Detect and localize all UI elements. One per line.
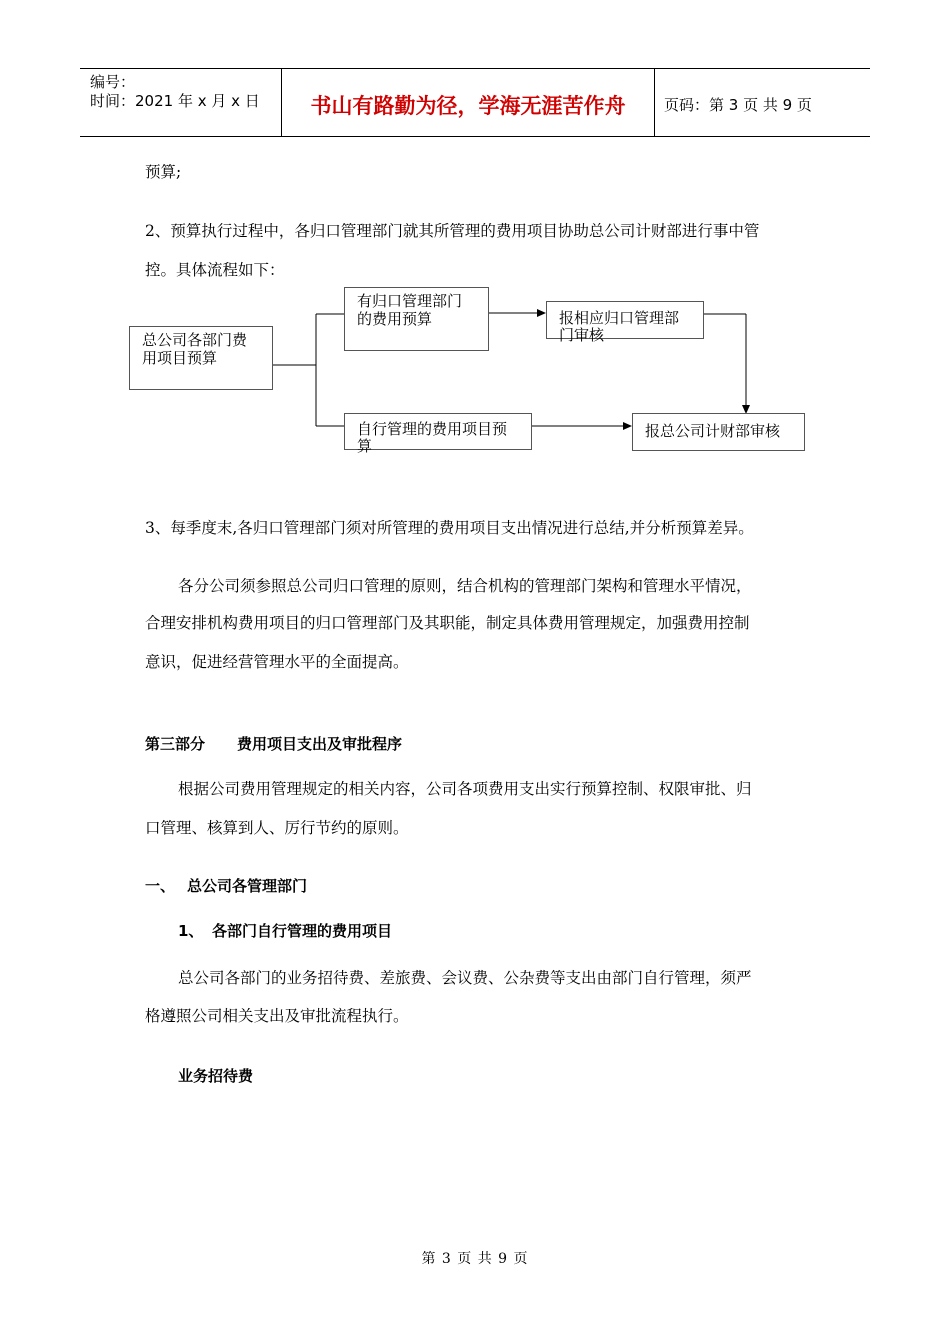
flow-node-self-managed-budget — [344, 413, 532, 455]
flow-node-centralized-budget — [344, 287, 489, 351]
heading-3-title: 业务招待费 — [178, 1067, 254, 1085]
header-motto: 书山有路勤为径，学海无涯苦作舟 — [310, 94, 626, 118]
document-number-label: 编号： — [90, 73, 136, 91]
flow-node-label: 自行管理的费用项目预算 — [357, 420, 508, 455]
flow-node-label: 有归口管理部门的费用预算 — [357, 292, 463, 328]
paragraph-3: 3、每季度末,各归口管理部门须对所管理的费用项目支出情况进行总结,并分析预算差异。 — [145, 519, 754, 537]
paragraph-6-line2: 格遵照公司相关支出及审批流程执行。 — [145, 1007, 409, 1025]
header-bottom-rule — [80, 136, 870, 137]
header-page-indicator: 页码：第 3 页 共 9 页 — [664, 96, 812, 114]
flow-node-centralized-review — [546, 301, 704, 344]
flow-node-department-budget — [129, 326, 273, 390]
paragraph-4-line3: 意识，促进经营管理水平的全面提高。 — [145, 653, 409, 671]
paragraph-5-line1: 根据公司费用管理规定的相关内容，公司各项费用支出实行预算控制、权限审批、归 — [178, 780, 752, 798]
heading-2-number: 1、 — [178, 922, 204, 940]
header-divider-right — [654, 68, 655, 136]
header-top-rule — [80, 68, 870, 69]
paragraph-5-line2: 口管理、核算到人、厉行节约的原则。 — [145, 819, 409, 837]
heading-1-number: 一、 — [145, 877, 176, 895]
paragraph-2-line1: 2、预算执行过程中，各归口管理部门就其所管理的费用项目协助总公司计财部进行事中管 — [145, 222, 760, 240]
flow-node-label: 总公司各部门费用项目预算 — [142, 331, 248, 367]
paragraph-2-line2: 控。具体流程如下： — [145, 261, 285, 279]
section-3-number: 第三部分 — [145, 735, 206, 753]
heading-2-title: 各部门自行管理的费用项目 — [212, 922, 393, 940]
paragraph-budget-end: 预算; — [145, 163, 182, 181]
flow-node-label: 报总公司计财部审核 — [645, 422, 781, 440]
paragraph-6-line1: 总公司各部门的业务招待费、差旅费、会议费、公杂费等支出由部门自行管理，须严 — [178, 969, 752, 987]
section-3-title: 费用项目支出及审批程序 — [237, 735, 403, 753]
paragraph-4-line2: 合理安排机构费用项目的归口管理部门及其职能，制定具体费用管理规定，加强费用控制 — [145, 614, 750, 632]
heading-1-title: 总公司各管理部门 — [187, 877, 308, 895]
document-date: 时间：2021 年 x 月 x 日 — [90, 92, 260, 110]
flow-node-label: 报相应归口管理部门审核 — [559, 309, 680, 344]
page-footer: 第 3 页 共 9 页 — [421, 1251, 529, 1267]
paragraph-4-line1: 各分公司须参照总公司归口管理的原则，结合机构的管理部门架构和管理水平情况， — [178, 577, 752, 595]
flow-node-finance-review — [632, 413, 805, 451]
